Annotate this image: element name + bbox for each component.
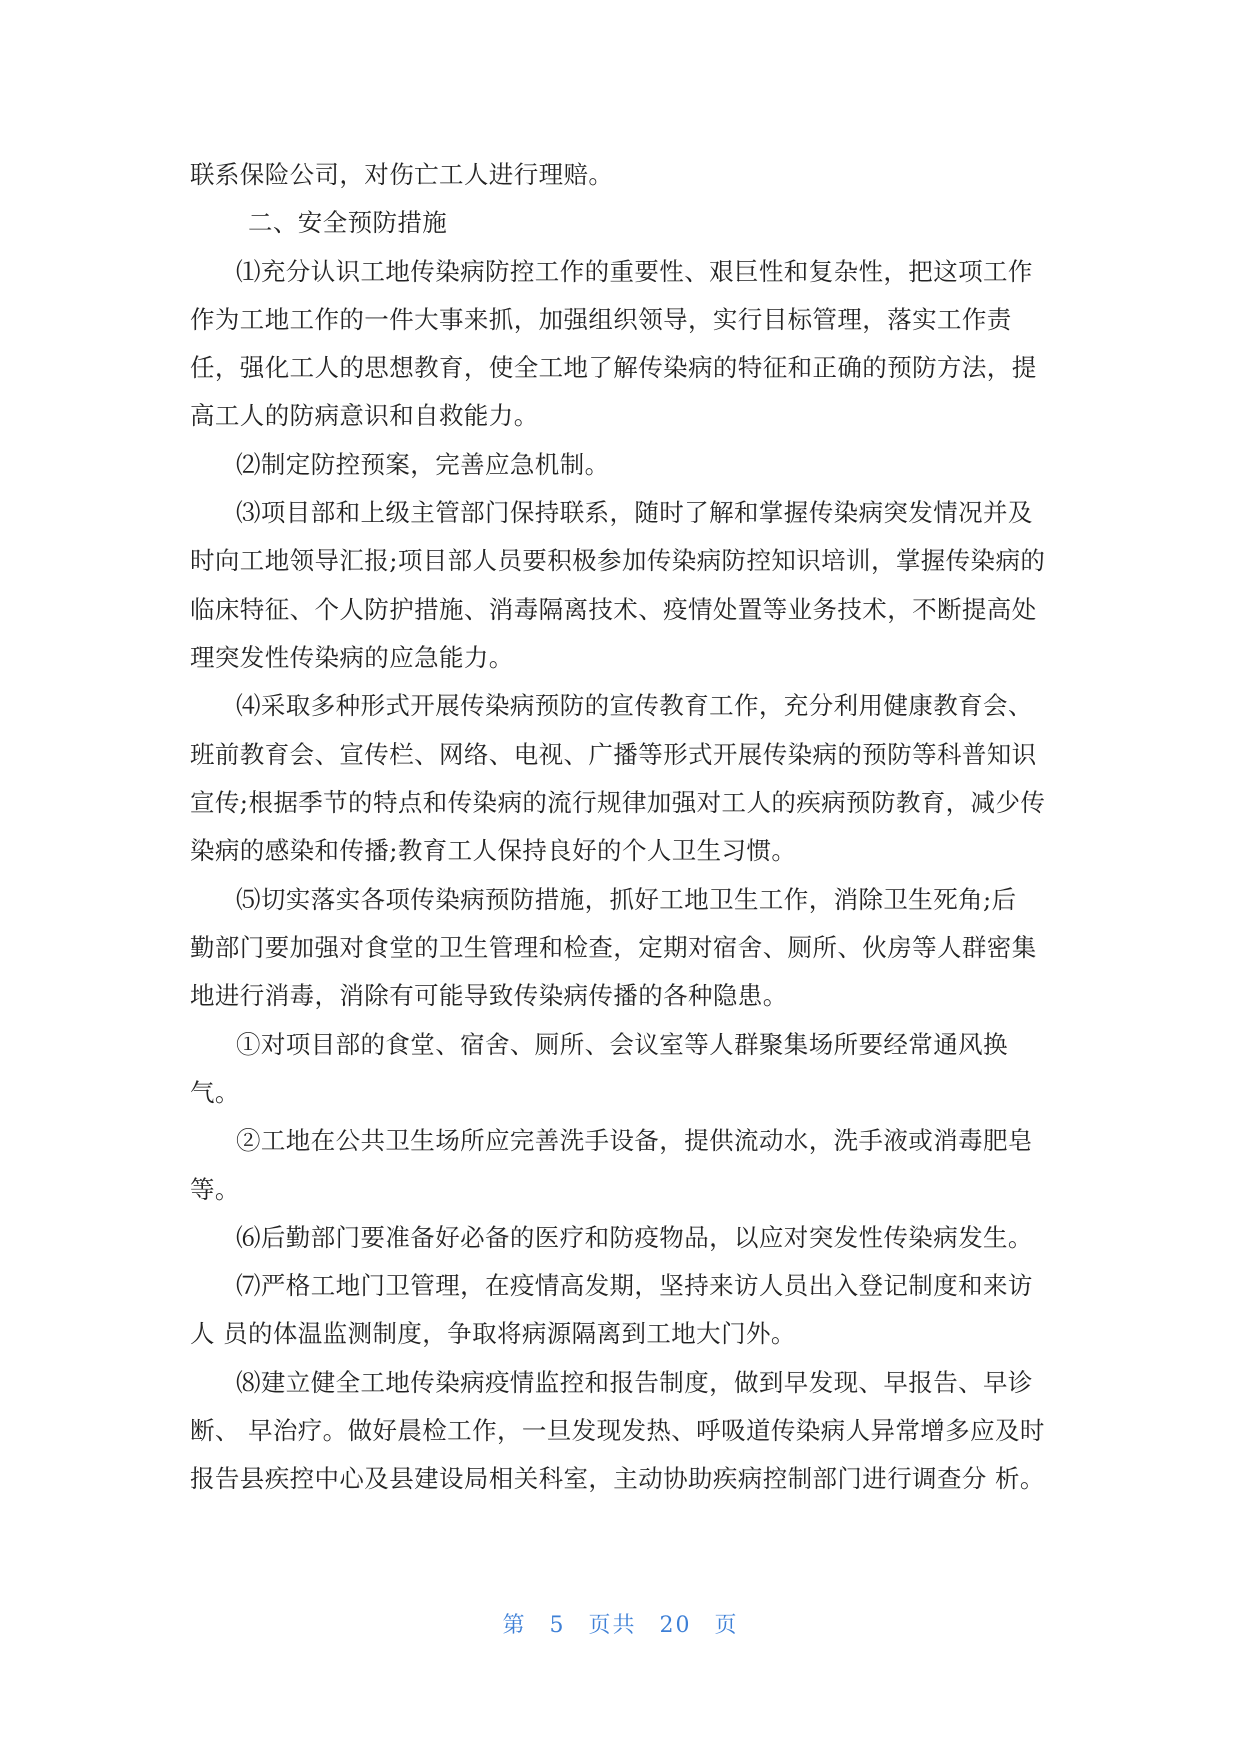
text-line: ⑶项目部和上级主管部门保持联系，随时了解和掌握传染病突发情况并及 (236, 498, 1033, 527)
text-line: 气。 (190, 1078, 240, 1107)
text-line: 宣传;根据季节的特点和传染病的流行规律加强对工人的疾病预防教育，减少传 (190, 788, 1046, 817)
text-line: ⑵制定防控预案，完善应急机制。 (236, 450, 610, 479)
text-line: 联系保险公司，对伤亡工人进行理赔。 (190, 160, 614, 189)
text-line: ⑹后勤部门要准备好必备的医疗和防疫物品，以应对突发性传染病发生。 (236, 1223, 1033, 1252)
text-line: 理突发性传染病的应急能力。 (190, 643, 514, 672)
text-line: 人 员的体温监测制度，争取将病源隔离到工地大门外。 (190, 1319, 796, 1348)
text-line: ⑺严格工地门卫管理，在疫情高发期，坚持来访人员出入登记制度和来访 (236, 1271, 1033, 1300)
text-line: 地进行消毒，消除有可能导致传染病传播的各种隐患。 (190, 981, 788, 1010)
text-line: ⑸切实落实各项传染病预防措施，抓好工地卫生工作，消除卫生死角;后 (236, 885, 1017, 914)
text-line: 作为工地工作的一件大事来抓，加强组织领导，实行目标管理，落实工作责 (190, 305, 1012, 334)
text-line: 班前教育会、宣传栏、网络、电视、广播等形式开展传染病的预防等科普知识 (190, 740, 1037, 769)
text-line: ⑴充分认识工地传染病防控工作的重要性、艰巨性和复杂性，把这项工作 (236, 257, 1033, 286)
text-line: ⑻建立健全工地传染病疫情监控和报告制度，做到早发现、早报告、早诊 (236, 1368, 1033, 1397)
text-line: 染病的感染和传播;教育工人保持良好的个人卫生习惯。 (190, 836, 797, 865)
text-line: ①对项目部的食堂、宿舍、厕所、会议室等人群聚集场所要经常通风换 (236, 1030, 1008, 1059)
section-heading: 二、安全预防措施 (248, 208, 448, 237)
text-line: 临床特征、个人防护措施、消毒隔离技术、疫情处置等业务技术，不断提高处 (190, 595, 1037, 624)
text-line: 高工人的防病意识和自救能力。 (190, 401, 539, 430)
footer-current-page: 5 (549, 1613, 566, 1638)
footer-page-label: 第 (502, 1613, 527, 1638)
text-line: 时向工地领导汇报;项目部人员要积极参加传染病防控知识培训，掌握传染病的 (190, 546, 1046, 575)
text-line: 断、 早治疗。做好晨检工作，一旦发现发热、呼吸道传染病人异常增多应及时 (190, 1416, 1045, 1445)
text-line: 等。 (190, 1175, 240, 1204)
text-line: ⑷采取多种形式开展传染病预防的宣传教育工作，充分利用健康教育会、 (236, 691, 1033, 720)
text-line: 报告县疾控中心及县建设局相关科室，主动协助疾病控制部门进行调查分 析。 (190, 1464, 1045, 1493)
page-footer (0, 1608, 1241, 1639)
text-line: ②工地在公共卫生场所应完善洗手设备，提供流动水，洗手液或消毒肥皂 (236, 1126, 1033, 1155)
text-line: 任，强化工人的思想教育，使全工地了解传染病的特征和正确的预防方法，提 (190, 353, 1037, 382)
text-line: 勤部门要加强对食堂的卫生管理和检查，定期对宿舍、厕所、伙房等人群密集 (190, 933, 1037, 962)
footer-end-label: 页 (714, 1613, 739, 1638)
footer-total-pages: 20 (659, 1613, 692, 1638)
footer-middle-label: 页共 (588, 1613, 637, 1638)
